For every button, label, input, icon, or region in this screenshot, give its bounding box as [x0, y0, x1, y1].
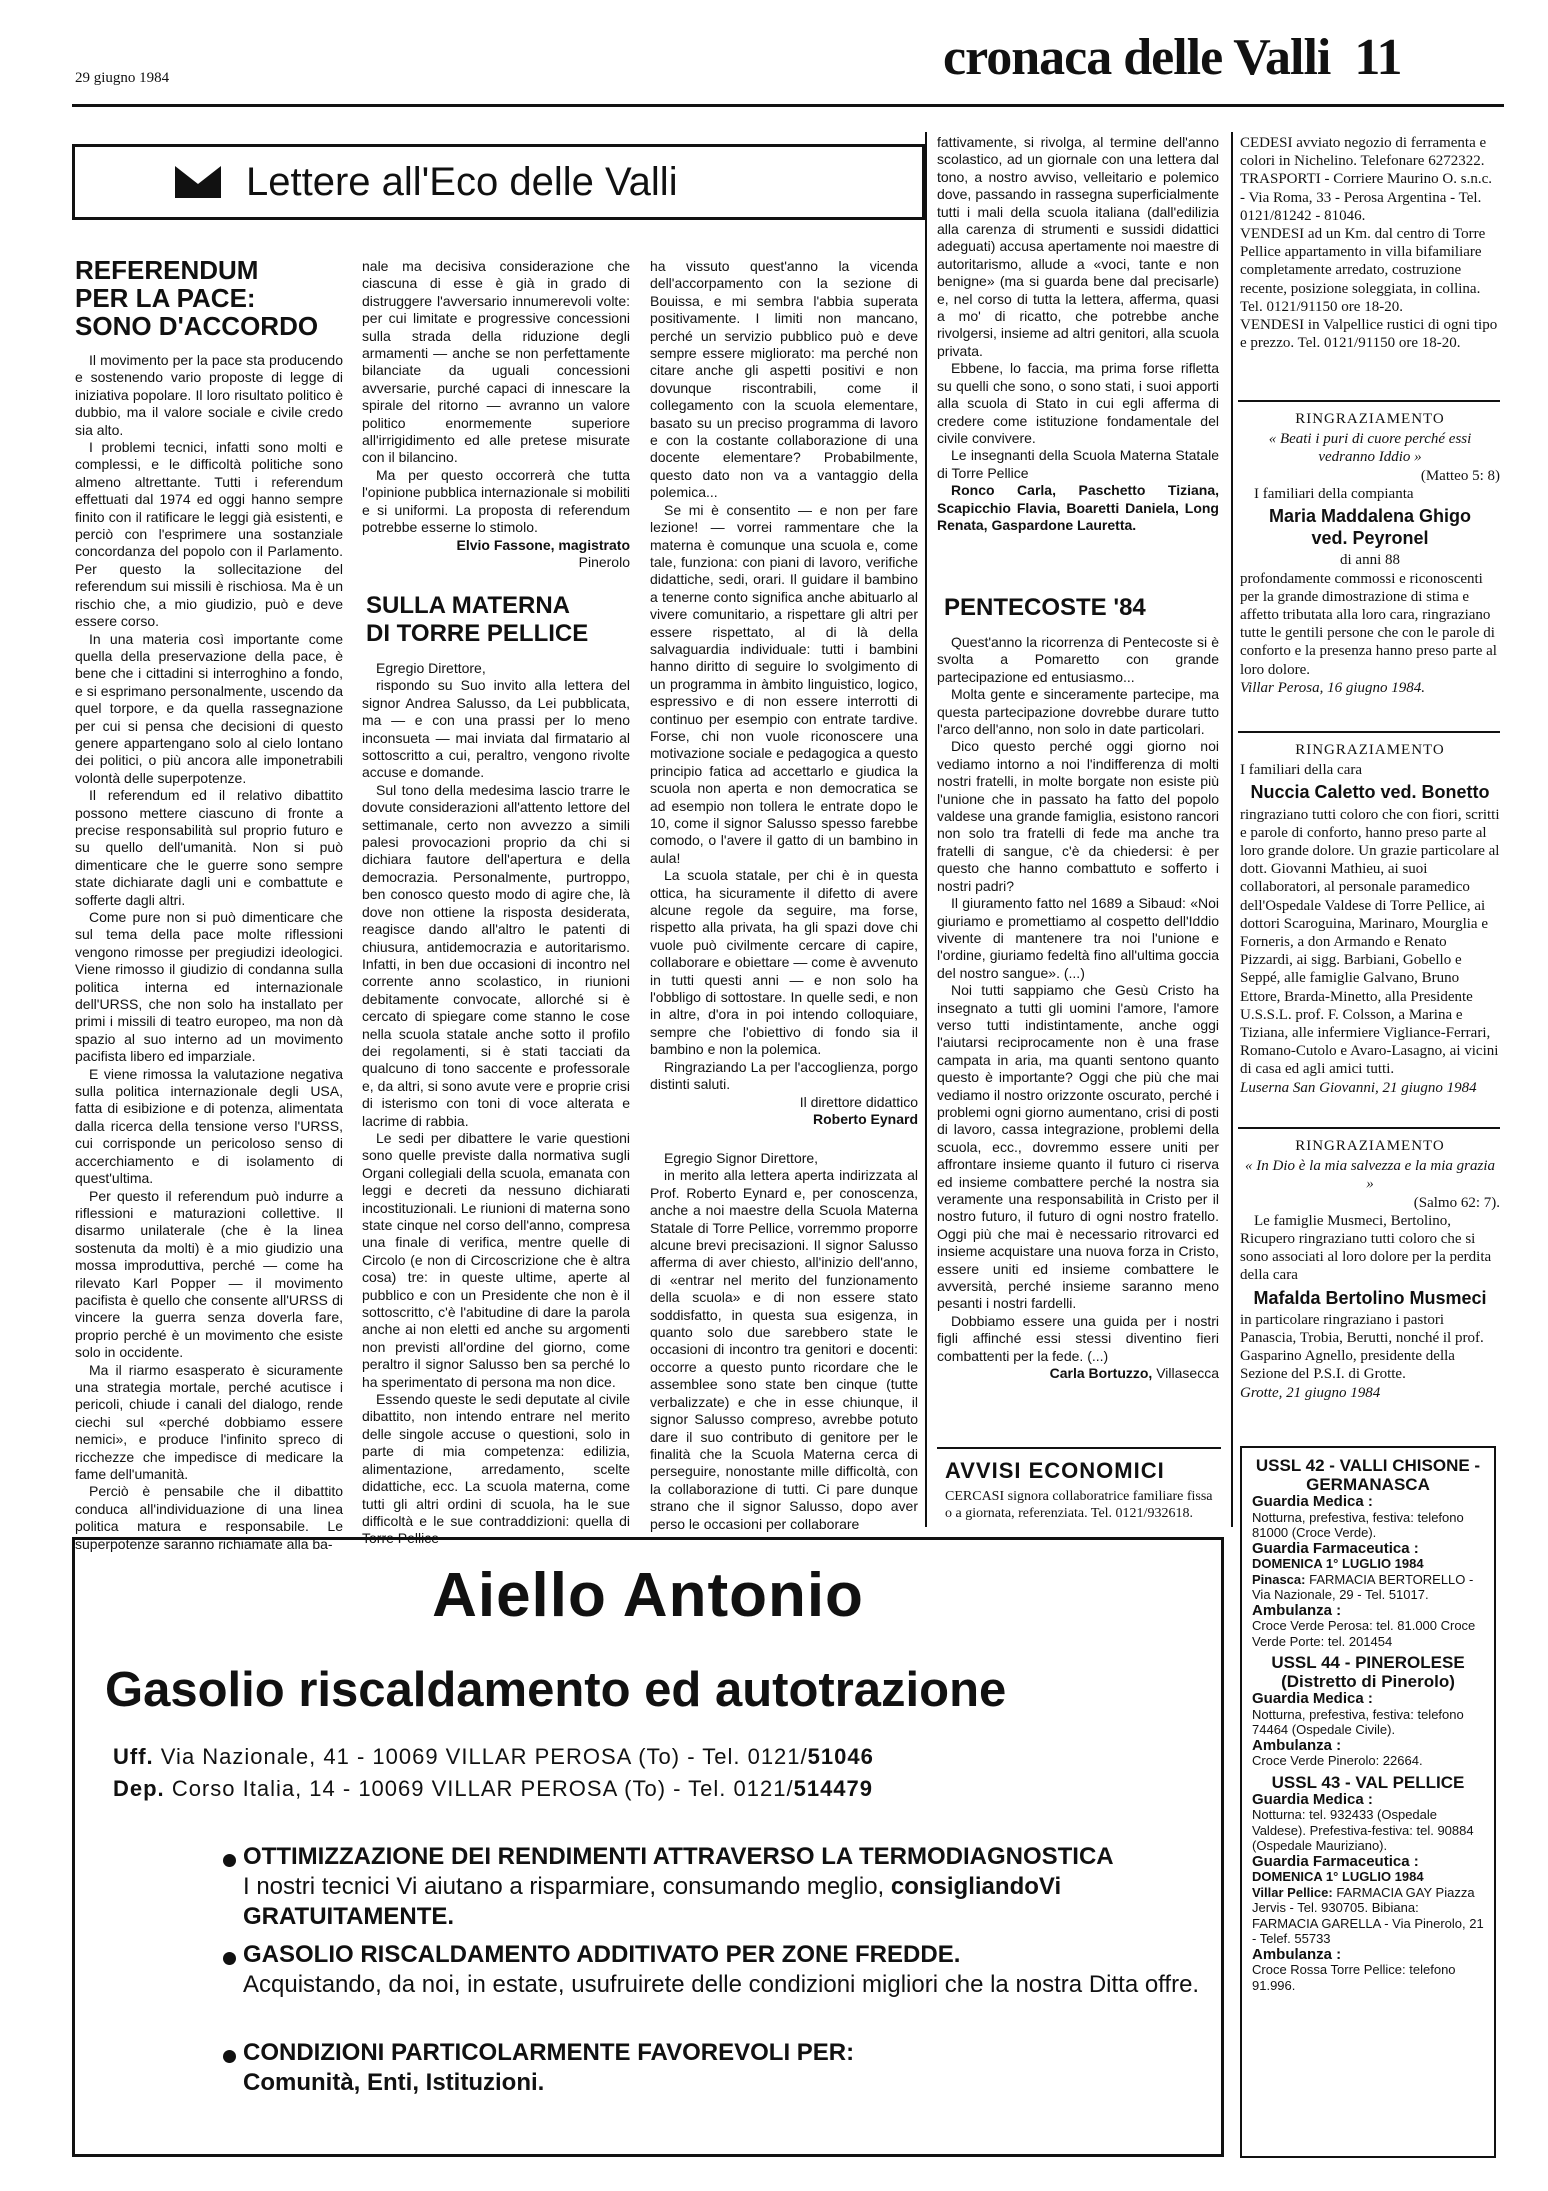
ad-address-depot: [113, 1776, 873, 1802]
ad-bullet-emphasis: Comunità, Enti, Istituzioni.: [243, 2069, 545, 2096]
deceased-name: Nuccia Caletto ved. Bonetto: [1250, 782, 1490, 803]
ussl-text: FARMACIA BERTORELLO - Via Nazionale, 29 - Tel. 51017.: [1252, 1571, 1474, 1602]
page-number: 11: [1354, 29, 1402, 86]
classified-item: [1240, 170, 1500, 225]
ad-phone: 514479: [793, 1776, 874, 1801]
advertisement-aiello: [72, 1537, 1224, 2157]
ussl-text: Notturna, prefestiva, festiva: telefono 74464 (Ospedale Civile).: [1252, 1706, 1464, 1737]
ad-bullet-emphasis: consigliandoVi GRATUITAMENTE.: [243, 1873, 1062, 1930]
paragraph: Come pure non si può dimenticare che sul tema della pace molte riflessioni vengono rimosse per pregiudizi ideologici. Viene rimosso il giudizio di condanna sulla politica interna ed internazionale dell'URSS, che non solo ha installato per primi i missili di teatro europeo, ma non dà spazio al suo interno ad un movimento pacifista libero ed imparziale.: [75, 909, 343, 1065]
masthead-title: cronaca delle Valli: [943, 29, 1331, 86]
ussl-date: DOMENICA 1° LUGLIO 1984: [1252, 1556, 1424, 1571]
article-title-line: SULLA MATERNA: [366, 592, 570, 619]
ad-phone: 51046: [807, 1744, 874, 1769]
article-referendum-col2: [362, 258, 630, 570]
ad-address-text: Corso Italia, 14 - 10069 VILLAR PEROSA (To) - Tel. 0121/: [171, 1776, 794, 1801]
avvisi-entry: [945, 1488, 1221, 1522]
paragraph: Le insegnanti della Scuola Materna Statale di Torre Pellice: [937, 447, 1219, 481]
ad-address-office: [113, 1744, 874, 1770]
paragraph: Dico questo perché oggi giorno noi vediamo intorno a noi l'indifferenza di molti nostri fratelli, in molte borgate non esiste più l'unione che in passato ha fatto del popolo valdese una grande famiglia, esistono rancori non solo tra fratelli di fede ma anche tra fratelli di sangue, c'è da chiedersi: è per questo che hanno combattuto e sofferto i nostri padri?: [937, 738, 1219, 894]
paragraph: La scuola statale, per chi è in questa ottica, ha sicuramente il difetto di avere alcune regole da seguire, ma forse, rispetto alla privata, ha gli spazi dove chi vuole può civilmente cercare di capire, collaborare e obiettare — come è avvenuto in tutti questi anni — e non solo ha l'obbligo di sottostare. In quelle sedi, e non in altre, d'ora in poi intendo colloquiare, sempre che l'obiettivo di fondo sia il bambino e non la polemica.: [650, 867, 918, 1058]
ringraziamento-ghigo: [1240, 404, 1500, 726]
avvisi-lead: CERCASI: [945, 1489, 1005, 1504]
ad-bullet-heading: GASOLIO RISCALDAMENTO ADDITIVATO PER ZONE FREDDE.: [243, 1941, 961, 1968]
article-title-pentecoste: PENTECOSTE '84: [944, 594, 1146, 621]
ussl-label: Ambulanza :: [1252, 1945, 1342, 1963]
article-maestre-col3: [650, 1150, 918, 1532]
paragraph: In una materia così importante come quella della preservazione della pace, è bene che i cittadini si interroghino a fondo, e si esprimano personalmente, uscendo da quel torpore, e da quella rassegnazione per cui si pensa che decisioni di questo genere appartengano solo al cielo lontano dei politici, o più ancora alle imponetrabili volontà delle superpotenze.: [75, 630, 343, 786]
classifieds: [1240, 134, 1500, 384]
ad-subtitle: Gasolio riscaldamento ed autotrazione: [105, 1663, 1007, 1717]
classified-text: avviato negozio di ferramenta e colori in Nichelino. Telefonare 6272322.: [1240, 135, 1487, 170]
section-title-box: [72, 144, 925, 220]
ussl-label: Guardia Medica :: [1252, 1690, 1373, 1707]
paragraph: Quest'anno la ricorrenza di Pentecoste si è svolta a Pomaretto con grande partecipazione ed entusiasmo...: [937, 634, 1219, 685]
ad-company-name: Aiello Antonio: [432, 1561, 864, 1630]
ringraziamento-musmeci: [1240, 1131, 1500, 1431]
article-pentecoste-col4: [937, 634, 1219, 1452]
paragraph: Egregio Signor Direttore,: [664, 1150, 819, 1166]
header-rule: [72, 104, 1504, 107]
deceased-age: di anni 88: [1340, 552, 1400, 569]
classified-lead: VENDESI: [1240, 226, 1305, 243]
paragraph: in merito alla lettera aperta indirizzata al Prof. Roberto Eynard e, per conoscenza, anche a noi maestre della Scuola Materna Statale di Torre Pellice, vorremmo proporre alcune brevi precisazioni. Il signor Salusso afferma di aver chiesto, all'inizio dell'anno, di «entrar nel merito del funzionamento della scuola» e di non essere stato soddisfatto, in questa sua esigenza, in quanto solo due sarebbero state le occasioni di incontro tra genitori e docenti: occorre a questo punto ricordare che le assemblee sono state ben cinque (tutte verbalizzate) e che in esse chiunque, il signor Salusso compreso, avrebbe potuto dare il suo contributo di genitore per le finalità che la Scuola Materna cerca di perseguire, nonostante mille difficoltà, con la collaborazione di tutti. Ci pare dunque strano che il signor Salusso, dopo aver perso le occasioni per collaborare: [650, 1167, 918, 1532]
paragraph: nale ma decisiva considerazione che ciascuna di esse è già in grado di distruggere l'avversario innumerevoli volte: per cui limitate e progressive concessioni sulla strada della riduzione degli armamenti — anche se non perfettamente bilanciate da uguali concessioni avversarie, purché capaci di innescare la spirale del ritorno — avranno un valore politico enormemente superiore all'irrigidimento ed alle pretese misurate con il bilancino.: [362, 258, 630, 466]
article-referendum-col1: [75, 352, 343, 1552]
ussl-lead: Pinasca:: [1252, 1571, 1306, 1587]
classified-lead: VENDESI: [1240, 317, 1305, 334]
paragraph: Sul tono della medesima lascio trarre le dovute considerazioni all'attento lettore del settimanale, certo non avvezzo a simili palesi provocazioni proprio da chi si dichiara fautore dell'apertura e della democrazia. Personalmente, purtroppo, ben conosco questo modo di agire che, là dove non ottiene la risposta desiderata, reagisce dando all'altro le patenti di chiusura, antidemocrazia e autoritarismo. Infatti, in ben due occasioni di incontro nel corrente anno scolastico, in riunioni debitamente convocate, allorché si è cercato di spiegare come stanno le cose nella scuola statale anche sotto il profilo dei regolamenti, si è stati tacciati da qualcuno di tono saccente e professorale e, da altri, si sono avute vere e proprie crisi di isterismo con toni di voce alterata e lacrime di rabbia.: [362, 781, 630, 1129]
paragraph: fattivamente, si rivolga, al termine dell'anno scolastico, ad un giornale con una lettera dal tono, a nostro avviso, velleitario e polemico dove, passando in rassegna superficialmente tutti i mali della scuola italiana (dall'edilizia alla carenza di strumenti e sussidi didattici adeguati) accusa apertamente noi maestre di autoritarismo, allude a «voci, tante e non benigne» (ma si guarda bene dal precisarle) e, nel corso di tutta la lettera, afferma, quasi a mo' di ricatto, che potrebbe anche rivolgersi, insieme ad altri genitori, alla scuola privata.: [937, 134, 1219, 359]
ringraziamento-quote-ref: (Matteo 5: 8): [1420, 467, 1500, 484]
ussl-text: Croce Verde Perosa: tel. 81.000 Croce Verde Porte: tel. 201454: [1252, 1618, 1476, 1649]
ussl-label: Ambulanza :: [1252, 1736, 1342, 1754]
classified-text: ad un Km. dal centro di Torre Pellice appartamento in villa bifamiliare completamente arredato, costruzione recente, posizione soleggiata, in collina. Tel. 0121/91150 ore 18-20.: [1240, 226, 1486, 315]
ussl-label: Guardia Medica :: [1252, 1790, 1373, 1808]
ringraziamento-body: ringraziano tutti coloro che con fiori, scritti e parole di conforto, hanno preso parte al loro grande dolore. Un grazie particolare al dott. Giovanni Mathieu, ai suoi collaboratori, al personale paramedico dell'Ospedale Valdese di Torre Pellice, ai dottori Scaroguina, Marinaro, Mourglia e Forneris, a don Armando e Renato Pizzardi, ai sigg. Barbiani, Gobello e Seppé, alle famiglie Galvano, Bruno Ettore, Brarda-Minetto, alla Presidente U.S.S.L. prof. F. Colsson, a Marina e Tiziana, alle infermiere Vigliance-Ferrari, Romano-Cutolo e Avaro-Lasagno, ai vicini di casa ed agli amici tutti.: [1240, 806, 1500, 1078]
ad-bullet: [243, 1940, 1203, 2000]
ussl-label: Guardia Medica :: [1252, 1493, 1373, 1510]
signature-place: Pinerolo: [578, 553, 630, 570]
deceased-name-2: ved. Peyronel: [1311, 528, 1429, 549]
ringraziamento-place-date: Grotte, 21 giugno 1984: [1240, 1384, 1381, 1401]
paragraph: Dobbiamo essere una guida per i nostri figli affinché essi stessi diventino fieri combattenti per la fede. (...): [937, 1312, 1219, 1364]
envelope-icon: [175, 166, 221, 198]
ussl-title: USSL 42 - VALLI CHISONE - GERMANASCA: [1255, 1456, 1481, 1494]
ringraziamento-quote: « Beati i puri di cuore perché essi vedranno Iddio »: [1268, 431, 1472, 466]
signature-role: Il direttore didattico: [799, 1093, 918, 1110]
ringraziamento-caletto: [1240, 735, 1500, 1123]
classified-text: in Valpellice rustici di ogni tipo e prezzo. Tel. 0121/91150 ore 18-20.: [1240, 317, 1498, 352]
ad-address-label: Dep.: [113, 1776, 165, 1801]
ad-bullet-heading: OTTIMIZZAZIONE DEI RENDIMENTI ATTRAVERSO LA TERMODIAGNOSTICA: [243, 1843, 1114, 1870]
signature: [937, 1365, 1219, 1382]
article-materna-col3: [650, 258, 918, 1134]
ad-bullet: [243, 2038, 1203, 2098]
article-title-line: REFERENDUM: [75, 255, 259, 285]
ringraziamento-body: profondamente commossi e riconoscenti per la grande dimostrazione di stima e affetto tributata alla loro cara, ringraziano tutte le gentili persone che con le parole di conforto e la presenza hanno preso parte al loro dolore.: [1240, 570, 1497, 678]
signature: Elvio Fassone, magistrato: [456, 536, 630, 553]
ringraziamento-heading: RINGRAZIAMENTO: [1295, 411, 1445, 427]
issue-date: 29 giugno 1984: [75, 70, 170, 86]
classified-item: [1240, 134, 1500, 170]
ringraziamento-intro: I familiari della compianta: [1254, 485, 1414, 502]
paragraph: Il movimento per la pace sta producendo e sostenendo vario proposte di legge di iniziativa popolare. Il loro risultato politico è dubbio, ma il valore sociale e civile credo sia alto.: [75, 352, 343, 438]
classified-lead: TRASPORTI: [1240, 171, 1321, 188]
ussl-text: Croce Verde Pinerolo: 22664.: [1252, 1753, 1423, 1768]
masthead: [943, 28, 1402, 87]
deceased-name: Mafalda Bertolino Musmeci: [1253, 1287, 1487, 1308]
article-maestre-col4: [937, 134, 1219, 592]
paragraph: Perciò è pensabile che il dibattito conduca all'individuazione di una linea politica matura e responsabile. Le superpotenze saranno richiamate alla ba-: [75, 1483, 343, 1552]
paragraph: Ma per questo occorrerà che tutta l'opinione pubblica internazionale si mobiliti e si uniformi. La proposta di referendum potrebbe esserne lo stimolo.: [362, 466, 630, 536]
ussl-pharmacy: [1252, 1572, 1484, 1603]
paragraph: I problemi tecnici, infatti sono molti e complessi, e le difficoltà politiche sono almeno altrettante. Tutti i referendum effettuati dal 1974 ed oggi hanno sempre finito con il ratificare le leggi già esistenti, e perciò con l'esprimere una sostanziale concordanza del popolo con il Parlamento. Per questo la sollecitazione del referendum sui missili è rischiosa. Ma è un rischio che, a mio giudizio, può e deve essere corso.: [75, 439, 343, 630]
ussl-box: [1240, 1446, 1496, 2158]
article-title-line: SONO D'ACCORDO: [75, 311, 319, 341]
column-rule: [925, 132, 927, 1527]
ringraziamento-heading: RINGRAZIAMENTO: [1295, 742, 1445, 758]
paragraph: Il referendum ed il relativo dibattito possono mettere ciascuno di fronte a precise responsabilità sul proprio futuro e su quello dell'umanità. Non si può dimenticare che le guerre sono sempre state dichiarate dagli uni e combattute e sofferte dagli altri.: [75, 787, 343, 908]
ad-bullet-text: I nostri tecnici Vi aiutano a risparmiare, consumando meglio,: [243, 1873, 885, 1900]
paragraph: Le sedi per dibattere le varie questioni sono quelle previste dalla normativa sugli Organi collegiali della scuola, emanata con leggi e decreti da nessuno dichiarati incostituzionali. Le riunioni di materna sono state cinque nel corso dell'anno, compresa una finale di verifica, mentre quelle di Circolo (e non di Circoscrizione che è altra cosa) tre: in queste ultime, aperte al pubblico e con un Presidente che non è il sottoscritto, c'è l'abitudine di dare la parola anche ai non eletti ed anche su argomenti non previsti all'ordine del giorno, come peraltro il signor Salusso ben sa perché lo ha sperimentato di persona ma non dice.: [362, 1129, 630, 1390]
article-title-line: PER LA PACE:: [75, 283, 256, 313]
ringraziamento-intro: Le famiglie Musmeci, Bertolino, Ricupero ringraziano tutti coloro che si sono associati al loro dolore per la perdita della cara: [1240, 1212, 1492, 1284]
column-rule: [1231, 132, 1233, 1527]
ringraziamento-intro: I familiari della cara: [1240, 762, 1363, 779]
ussl-label: Guardia Farmaceutica :: [1252, 1852, 1419, 1870]
classified-text: - Corriere Maurino O. s.n.c. - Via Roma, 33 - Perosa Argentina - Tel. 0121/81242 - 81046.: [1240, 171, 1492, 224]
paragraph: Essendo queste le sedi deputate al civile dibattito, non intendo entrare nel merito delle singole accuse o questioni, solo in parte di mia competenza: edilizia, alimentazione, arredamento, scelte didattiche, ecc. La scuola materna, come tutti gli altri ordini di scuola, ha le sue difficoltà e le sue contraddizioni: quella di Torre Pellice: [362, 1391, 630, 1547]
section-title: Lettere all'Eco delle Valli: [246, 159, 678, 204]
signatories: Ronco Carla, Paschetto Tiziana, Scapicchio Flavia, Boaretti Daniela, Long Renata, Gaspardone Lauretta.: [937, 482, 1219, 533]
paragraph: E viene rimossa la valutazione negativa sulla politica internazionale degli USA, fatta di esibizione e di potenza, alimentata dalla ricerca della tensione verso l'URSS, cui corrisponde un pericoloso senso di accerchiamento e di isolamento di quest'ultima.: [75, 1065, 343, 1187]
ringraziamento-rule: [1238, 731, 1500, 733]
ringraziamento-quote: « In Dio è la mia salvezza e la mia grazia »: [1245, 1158, 1495, 1193]
ussl-text: Notturna, prefestiva, festiva: telefono 81000 (Croce Verde).: [1252, 1509, 1464, 1540]
ussl-title: USSL 43 - VAL PELLICE: [1271, 1772, 1465, 1792]
ringraziamento-place-date: Luserna San Giovanni, 21 giugno 1984: [1240, 1079, 1477, 1096]
ad-bullet-heading: CONDIZIONI PARTICOLARMENTE FAVOREVOLI PER:: [243, 2039, 855, 2066]
article-title-line: DI TORRE PELLICE: [366, 620, 589, 647]
avvisi-title: AVVISI ECONOMICI: [945, 1458, 1165, 1483]
paragraph: Ebbene, lo faccia, ma prima forse rifletta su quelli che sono, o sono stati, i suoi apporti alla scuola di Stato in cui egli afferma di credere come istituzione fondamentale del civile convivere.: [937, 360, 1219, 446]
ussl-text: Notturna: tel. 932433 (Ospedale Valdese). Prefestiva-festiva: tel. 90884 (Ospedale Mauriziano).: [1252, 1807, 1474, 1853]
ringraziamento-place-date: Villar Perosa, 16 giugno 1984.: [1240, 679, 1425, 696]
paragraph: rispondo su Suo invito alla lettera del signor Andrea Salusso, da Lei pubblicata, ma — e con una prassi per lo meno inconsueta — mai inviata dal firmatario al sottoscritto a cui, peraltro, vengono rivolte accuse e domande.: [362, 677, 630, 781]
classified-lead: CEDESI: [1240, 135, 1293, 151]
ad-address-label: Uff.: [113, 1744, 154, 1769]
avvisi-text: signora collaboratrice familiare fissa o a giornata, referenziata. Tel. 0121/932618.: [945, 1489, 1213, 1521]
ad-bullet: [243, 1842, 1203, 1932]
ringraziamento-rule: [1238, 400, 1500, 402]
ringraziamento-rule: [1238, 1127, 1500, 1129]
deceased-name: Maria Maddalena Ghigo: [1268, 506, 1472, 527]
classified-item: [1240, 225, 1500, 316]
ussl-date: DOMENICA 1° LUGLIO 1984: [1252, 1869, 1424, 1884]
ringraziamento-body: in particolare ringraziano i pastori Panascia, Trobia, Berutti, nonché il prof. Gasparino Agnello, presidente della Sezione del P.S.I. di Grotte.: [1240, 1311, 1484, 1383]
classified-item: [1240, 316, 1500, 352]
article-title-referendum: [75, 256, 335, 340]
avvisi-rule: [937, 1447, 1221, 1449]
ussl-label: Guardia Farmaceutica :: [1252, 1539, 1419, 1557]
signature: Roberto Eynard: [812, 1110, 918, 1127]
ad-bullet-text: Acquistando, da noi, in estate, usufruirete delle condizioni migliori che la nostra Ditta offre.: [243, 1971, 1200, 1998]
ussl-text: FARMACIA GAY Piazza Jervis - Tel. 930705. Bibiana: FARMACIA GARELLA - Via Pinerolo, 21 - Telef. 55733: [1252, 1884, 1484, 1946]
paragraph: Il giuramento fatto nel 1689 a Sibaud: «Noi giuriamo e promettiamo al cospetto dell'Iddio vivente di mantenere tra noi l'unione e l'ordine, giuriamo fedeltà fino all'ultima goccia del nostro sangue». (...): [937, 895, 1219, 981]
ussl-label: Ambulanza :: [1252, 1601, 1342, 1619]
signature-place: Villasecca: [1156, 1365, 1219, 1382]
paragraph: ha vissuto quest'anno la vicenda dell'accorpamento con la sezione di Bouissa, e mi sembra l'abbia superata positivamente. I limiti non mancano, perché un servizio pubblico può e deve sempre essere migliorato: ma perché non citare anche gli aspetti positivi e non dovunque riscontrabili, come il collegamento con la scuola elementare, basato su un preciso programma di lavoro e con la costante collaborazione di una docente elementare? Probabilmente, questo dato non va a vantaggio della polemica...: [650, 258, 918, 501]
bullet-icon: [223, 1854, 236, 1867]
ringraziamento-quote-ref: (Salmo 62: 7).: [1413, 1194, 1500, 1211]
paragraph: Ringraziando La per l'accoglienza, porgo distinti saluti.: [650, 1058, 918, 1093]
article-title-materna: [366, 592, 634, 648]
bullet-icon: [223, 1952, 236, 1965]
paragraph: Egregio Direttore,: [376, 660, 486, 676]
ussl-text: Croce Rossa Torre Pellice: telefono 91.996.: [1252, 1962, 1456, 1993]
article-materna-col2: [362, 660, 630, 1547]
paragraph: Ma il riarmo esasperato è sicuramente una strategia mortale, perché acutisce i pericoli, chiude i canali del dialogo, rende ciechi sul «perché dobbiamo essere nemici», e produce l'infinito spreco di ricchezze che impedisce di medicare la fame dell'umanità.: [75, 1361, 343, 1482]
bullet-icon: [223, 2050, 236, 2063]
paragraph: Molta gente e sinceramente partecipe, ma questa partecipazione dovrebbe durare tutto l'arco dell'anno, non solo in date particolari.: [937, 686, 1219, 738]
ussl-lead: Villar Pellice:: [1252, 1884, 1333, 1900]
ad-address-text: Via Nazionale, 41 - 10069 VILLAR PEROSA (To) - Tel. 0121/: [160, 1744, 808, 1769]
paragraph: Per questo il referendum può indurre a riflessioni e maturazioni collettive. Il disarmo unilaterale (che è la linea sostenuta da molti) è a mio giudizio una mossa improduttiva, perché — come ha rilevato Karl Popper — il movimento pacifista è quello che consente all'URSS di vincere la guerra senza doverla fare, proprio perché è un movimento che esiste solo in occidente.: [75, 1187, 343, 1361]
signature-name: Carla Bortuzzo,: [1049, 1365, 1153, 1382]
ringraziamento-heading: RINGRAZIAMENTO: [1295, 1138, 1445, 1154]
ussl-title: USSL 44 - PINEROLESE (Distretto di Pinerolo): [1271, 1653, 1465, 1691]
paragraph: Se mi è consentito — e non per fare lezione! — vorrei rammentare che la materna è comunque una scuola e, come tale, funziona: con piani di lavoro, verifiche didattiche, sedi, orari. Il guidare il bambino a tenerne conto significa anche abituarlo al vivere comunitario, a rispettare gli altri per essere rispettato, al di là della salvaguardia individuale: tutti i bambini hanno diritto di seguire lo svolgimento di un programma in àmbito linguistico, logico, espressivo e di non essere interrotti di continuo per esempio con entrate tardive. Forse, chi non vuole riconoscere una motivazione sociale e pedagogica a questo principio fatica ad accettarlo e giudica la scuola non aperta e non democratica se ad esempio non tollera le entrate dopo le 10, come il signor Salusso spesso farebbe comodo, o l'avere il gatto di un bambino in aula!: [650, 501, 918, 866]
paragraph: Noi tutti sappiamo che Gesù Cristo ha insegnato a tutti gli uomini l'amore, l'amore verso tutti indistintamente, anche oggi l'aiutarsi reciprocamente non è una frase campata in aria, ma quanti sentono quanto questo è importante? Oggi che più che mai vediamo il nostro orizzonte oscurato, perché i problemi ogni giorno aumentano, crisi di posti di lavoro, cassa integrazione, problemi della scuola, ecc., dovremmo essere uniti per affrontare insieme quanto il futuro ci riserva ed insieme combattere perché la nostra sia veramente una responsabilità in Cristo per il nostro futuro, il futuro di ogni nostro fratello. Oggi più che mai è necessario ritrovarci ed insieme acquistare una nuova forza in Cristo, essere uniti ed insieme combattere le avversità, perché insieme saranno meno pesanti i nostri fardelli.: [937, 982, 1219, 1312]
ussl-pharmacy: [1252, 1885, 1484, 1947]
